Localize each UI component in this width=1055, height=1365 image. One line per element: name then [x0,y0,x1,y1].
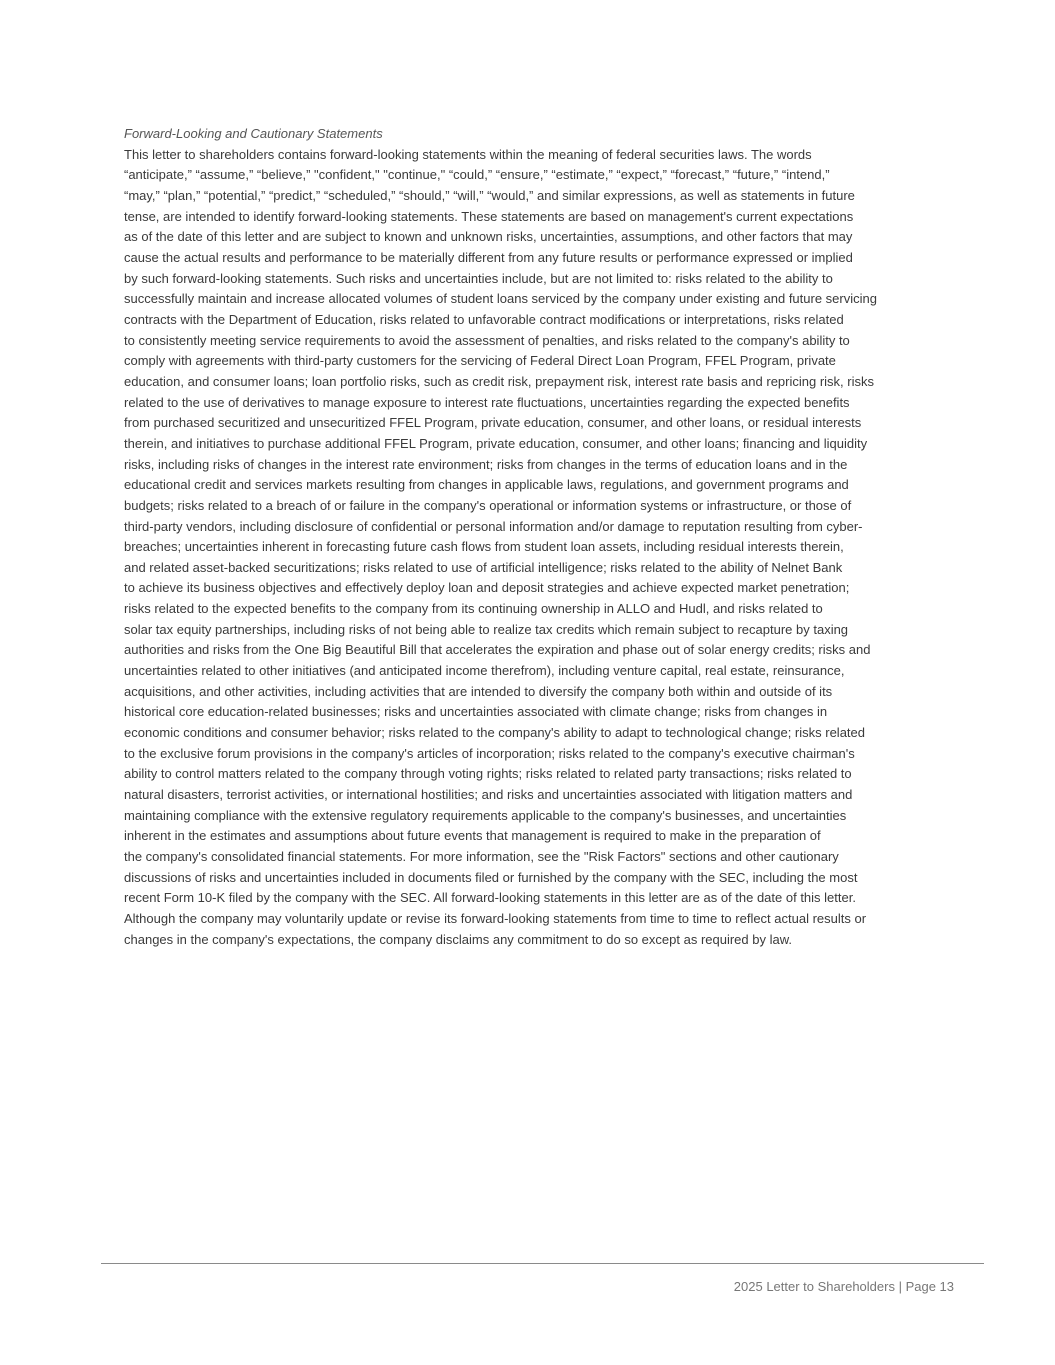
paragraph-line: authorities and risks from the One Big Beautiful Bill that accelerates the expiration and phase out of solar energy credits; risks and [124,642,871,658]
paragraph-line: “may,” “plan,” “potential,” “predict,” “scheduled,” “should,” “will,” “would,” and similar expressions, as well as statements in future [124,188,855,204]
paragraph-line: education, and consumer loans; loan portfolio risks, such as credit risk, prepayment risk, interest rate basis and repricing risk, risks [124,373,874,389]
paragraph-line: contracts with the Department of Education, risks related to unfavorable contract modifications or interpretations, risks related [124,311,844,327]
paragraph-line: educational credit and services markets resulting from changes in applicable laws, regulations, and government programs and [124,477,849,493]
cautionary-statements-section [124,124,958,950]
section-heading: Forward-Looking and Cautionary Statements [124,126,383,141]
paragraph-line: therein, and initiatives to purchase additional FFEL Program, private education, consumer, and other loans; financing and liquidity [124,435,868,451]
paragraph-line: to achieve its business objectives and effectively deploy loan and deposit strategies and achieve expected market penetration; [124,580,850,596]
paragraph-line: comply with agreements with third-party customers for the servicing of Federal Direct Loan Program, FFEL Program, private [124,353,836,369]
paragraph-line: natural disasters, terrorist activities, or international hostilities; and risks and uncertainties associated with litigation matters and [124,787,853,803]
paragraph-line: related to the use of derivatives to manage exposure to interest rate fluctuations, uncertainties regarding the expected benefits [124,394,850,410]
paragraph-line: maintaining compliance with the extensive regulatory requirements applicable to the company's businesses, and uncertainties [124,807,847,823]
paragraph-line: cause the actual results and performance to be materially different from any future results or performance expressed or implied [124,249,853,265]
paragraph-line: as of the date of this letter and are subject to known and unknown risks, uncertainties, assumptions, and other factors that may [124,229,853,245]
paragraph-line: discussions of risks and uncertainties included in documents filed or furnished by the company with the SEC, including the most [124,869,858,885]
paragraph-line: uncertainties related to other initiatives (and anticipated income therefrom), including venture capital, real estate, reinsurance, [124,663,845,679]
paragraph-line: budgets; risks related to a breach of or failure in the company's operational or information systems or infrastructure, or those of [124,497,852,513]
paragraph-line: tense, are intended to identify forward-looking statements. These statements are based on management's current expectations [124,208,854,224]
paragraph-line: economic conditions and consumer behavior; risks related to the company's ability to adapt to technological change; risks related [124,725,865,741]
paragraph-line: risks related to the expected benefits to the company from its continuing ownership in ALLO and Hudl, and risks related to [124,601,823,617]
paragraph-line: to the exclusive forum provisions in the company's articles of incorporation; risks related to the company's executive chairman's [124,745,855,761]
paragraph-line: from purchased securitized and unsecuritized FFEL Program, private education, consumer, and other loans, or residual interests [124,415,862,431]
paragraph-line: inherent in the estimates and assumptions about future events that management is required to make in the preparation of [124,828,821,844]
paragraph-line: third-party vendors, including disclosure of confidential or personal information and/or damage to reputation resulting from cyber- [124,518,863,534]
footer-divider [101,1263,984,1264]
paragraph-line: ability to control matters related to the company through voting rights; risks related to related party transactions; risks related to [124,766,852,782]
paragraph-line: acquisitions, and other activities, including activities that are intended to diversify the company both within and outside of its [124,683,833,699]
paragraph-line: and related asset-backed securitizations; risks related to use of artificial intelligence; risks related to the ability of Nelnet Bank [124,559,843,575]
paragraph-line: “anticipate,” “assume,” “believe,” "confident," "continue," “could,” “ensure,” “estimate,” “expect,” “forecast,” “future,” “intend,” [124,167,830,183]
paragraph-line: recent Form 10-K filed by the company with the SEC. All forward-looking statements in this letter are as of the date of this letter. [124,890,856,906]
paragraph-line: the company's consolidated financial statements. For more information, see the "Risk Factors" sections and other cautionary [124,849,839,865]
paragraph-line: This letter to shareholders contains forward-looking statements within the meaning of federal securities laws. The words [124,146,812,162]
paragraph-line: to consistently meeting service requirements to avoid the assessment of penalties, and risks related to the company's ability to [124,332,850,348]
paragraph-line: by such forward-looking statements. Such risks and uncertainties include, but are not limited to: risks related to the ability to [124,270,833,286]
page-footer: 2025 Letter to Shareholders | Page 13 [733,1279,954,1294]
paragraph-line: historical core education-related businesses; risks and uncertainties associated with climate change; risks from changes in [124,704,828,720]
paragraph-line: Although the company may voluntarily update or revise its forward-looking statements from time to time to reflect actual results or [124,910,867,926]
paragraph-line: breaches; uncertainties inherent in forecasting future cash flows from student loan assets, including residual interests therein, [124,539,844,555]
paragraph-line: successfully maintain and increase allocated volumes of student loans serviced by the company under existing and future servicing [124,291,877,307]
paragraph-line: risks, including risks of changes in the interest rate environment; risks from changes in the terms of education loans and in the [124,456,848,472]
body-paragraph [124,145,958,951]
paragraph-line: solar tax equity partnerships, including risks of not being able to realize tax credits which remain subject to recapture by taxing [124,621,849,637]
paragraph-line: changes in the company's expectations, the company disclaims any commitment to do so except as required by law. [124,931,792,947]
